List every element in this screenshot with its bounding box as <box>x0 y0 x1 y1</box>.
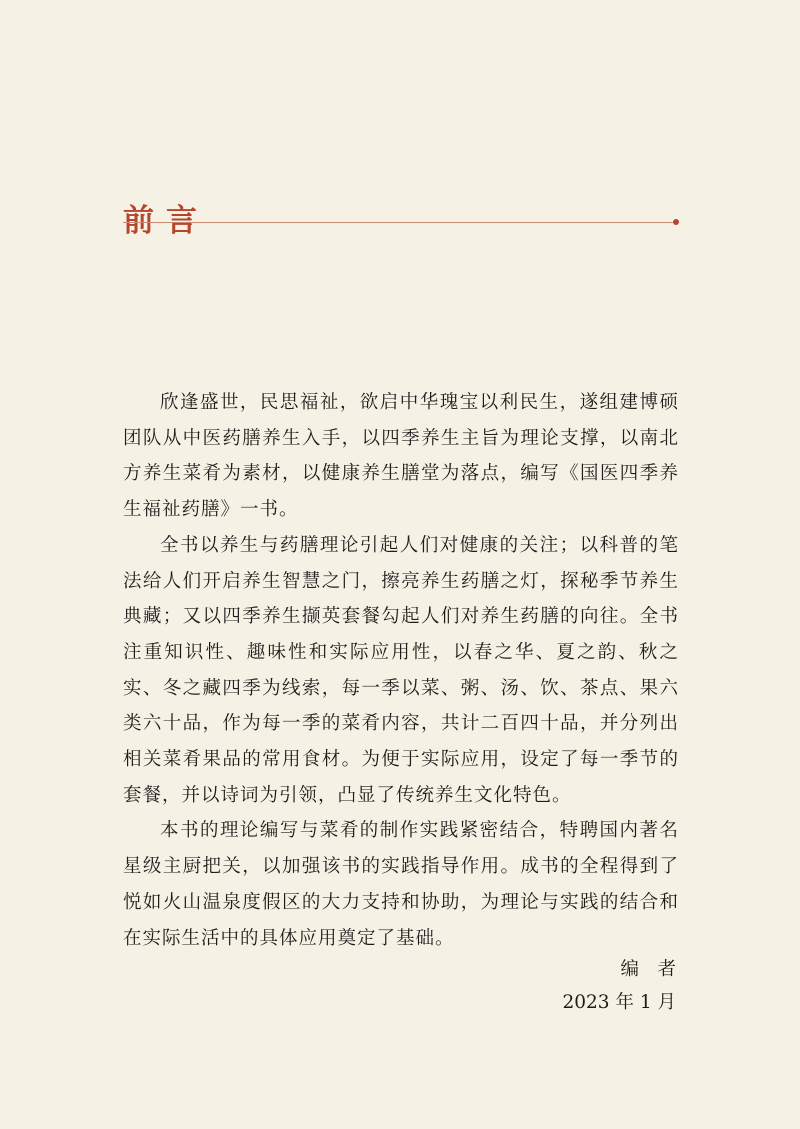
page-title: 前言 <box>123 202 209 239</box>
title-divider <box>123 222 675 223</box>
paragraph-3: 本书的理论编写与菜肴的制作实践紧密结合，特聘国内著名星级主厨把关，以加强该书的实践指导作用。成书的全程得到了悦如火山温泉度假区的大力支持和协助，为理论与实践的结合和在实际生活中的具体应用奠定了基础。 <box>123 820 679 949</box>
paragraph-2: 全书以养生与药膳理论引起人们对健康的关注；以科普的笔法给人们开启养生智慧之门，擦亮养生药膳之灯，探秘季节养生典藏；又以四季养生撷英套餐勾起人们对养生药膳的向往。全书注重知识性、趣味性和实际应用性，以春之华、夏之韵、秋之实、冬之藏四季为线索，每一季以菜、粥、汤、饮、茶点、果六类六十品，作为每一季的菜肴内容，共计二百四十品，并分列出相关菜肴果品的常用食材。为便于实际应用，设定了每一季节的套餐，并以诗词为引领，凸显了传统养生文化特色。 <box>123 534 679 806</box>
paragraph-1: 欣逢盛世，民思福祉，欲启中华瑰宝以利民生，遂组建博硕团队从中医药膳养生入手，以四季养生主旨为理论支撑，以南北方养生菜肴为素材，以健康养生膳堂为落点，编写《国医四季养生福祉药膳》一书。 <box>123 392 679 521</box>
signature-author: 编 者 <box>620 959 676 980</box>
preface-body <box>123 385 679 956</box>
divider-dot <box>673 219 679 225</box>
signature-date: 2023 年 1 月 <box>562 992 676 1013</box>
